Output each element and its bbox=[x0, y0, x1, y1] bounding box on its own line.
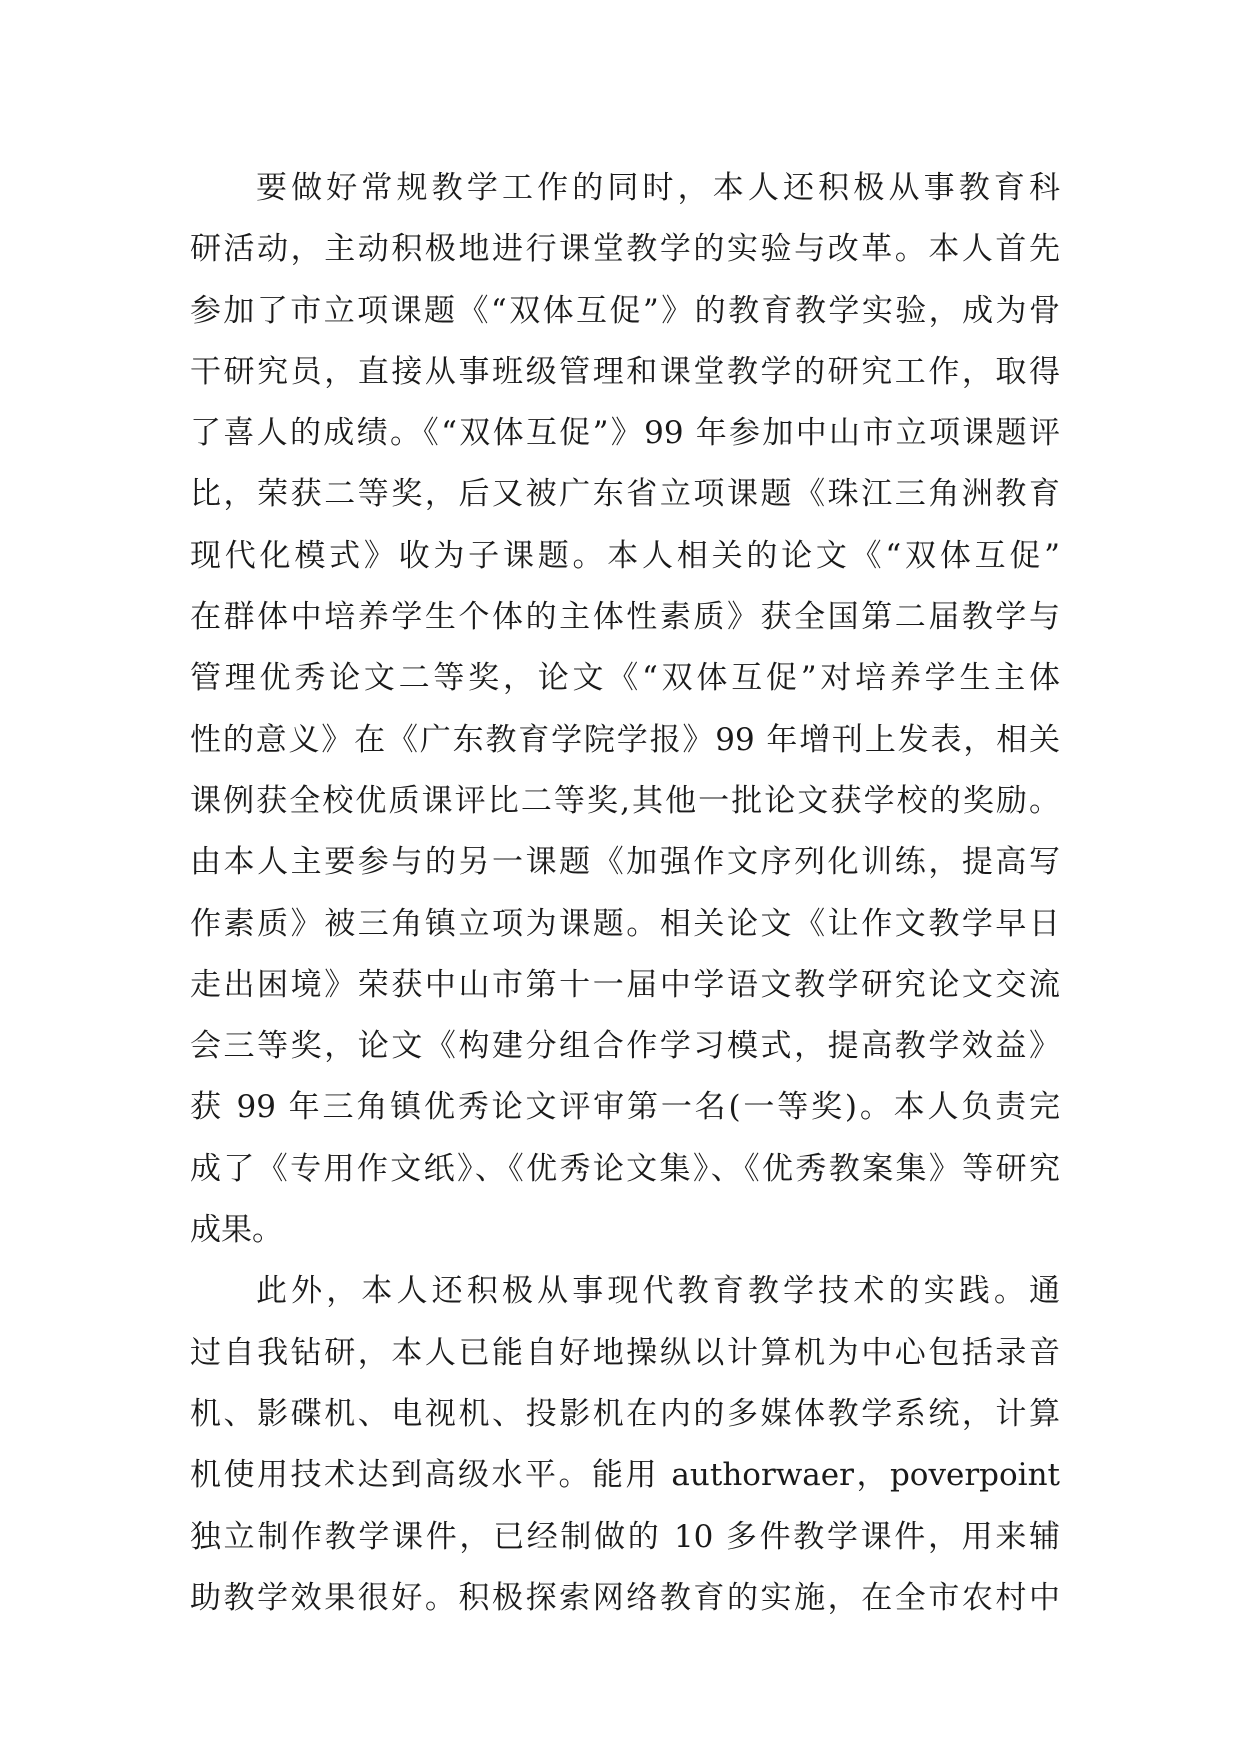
text-line: 成了《专用作文纸》、《优秀论文集》、《优秀教案集》等研究 bbox=[190, 1150, 1060, 1187]
text-line: 机使用技术达到高级水平。能用 authorwaer，poverpoint bbox=[190, 1457, 1060, 1494]
text-line: 比，荣获二等奖，后又被广东省立项课题《珠江三角洲教育 bbox=[190, 476, 1060, 513]
text-line: 课例获全校优质课评比二等奖,其他一批论文获学校的奖励。 bbox=[190, 782, 1060, 819]
text-line: 会三等奖，论文《构建分组合作学习模式，提高教学效益》 bbox=[190, 1028, 1060, 1065]
text-line: 在群体中培养学生个体的主体性素质》获全国第二届教学与 bbox=[190, 599, 1060, 636]
text-line: 干研究员，直接从事班级管理和课堂教学的研究工作，取得 bbox=[190, 353, 1060, 390]
text-line: 参加了市立项课题《“双体互促”》的教育教学实验，成为骨 bbox=[190, 292, 1060, 329]
text-line: 独立制作教学课件，已经制做的 10 多件教学课件，用来辅 bbox=[190, 1518, 1060, 1555]
text-line: 获 99 年三角镇优秀论文评审第一名(一等奖)。本人负责完 bbox=[190, 1089, 1060, 1126]
text-line: 性的意义》在《广东教育学院学报》99 年增刊上发表，相关 bbox=[190, 721, 1060, 758]
body-text bbox=[190, 158, 1060, 1629]
text-line: 助教学效果很好。积极探索网络教育的实施，在全市农村中 bbox=[190, 1579, 1060, 1616]
text-line: 此外，本人还积极从事现代教育教学技术的实践。通 bbox=[256, 1273, 1060, 1310]
text-line: 管理优秀论文二等奖，论文《“双体互促”对培养学生主体 bbox=[190, 660, 1060, 697]
text-line: 成果。 bbox=[190, 1212, 283, 1249]
text-line: 机、影碟机、电视机、投影机在内的多媒体教学系统，计算 bbox=[190, 1395, 1060, 1432]
text-line: 现代化模式》收为子课题。本人相关的论文《“双体互促” bbox=[190, 537, 1060, 574]
text-line: 过自我钻研，本人已能自好地操纵以计算机为中心包括录音 bbox=[190, 1334, 1060, 1371]
text-line: 由本人主要参与的另一课题《加强作文序列化训练，提高写 bbox=[190, 844, 1060, 881]
text-line: 要做好常规教学工作的同时，本人还积极从事教育科 bbox=[256, 170, 1060, 206]
paragraph-technology bbox=[190, 1261, 1060, 1629]
text-line: 走出困境》荣获中山市第十一届中学语文教学研究论文交流 bbox=[190, 966, 1060, 1003]
text-line: 作素质》被三角镇立项为课题。相关论文《让作文教学早日 bbox=[190, 905, 1060, 942]
text-line: 了喜人的成绩。《“双体互促”》99 年参加中山市立项课题评 bbox=[190, 415, 1060, 452]
text-line: 研活动，主动积极地进行课堂教学的实验与改革。本人首先 bbox=[190, 231, 1060, 268]
paragraph-research bbox=[190, 158, 1060, 1261]
